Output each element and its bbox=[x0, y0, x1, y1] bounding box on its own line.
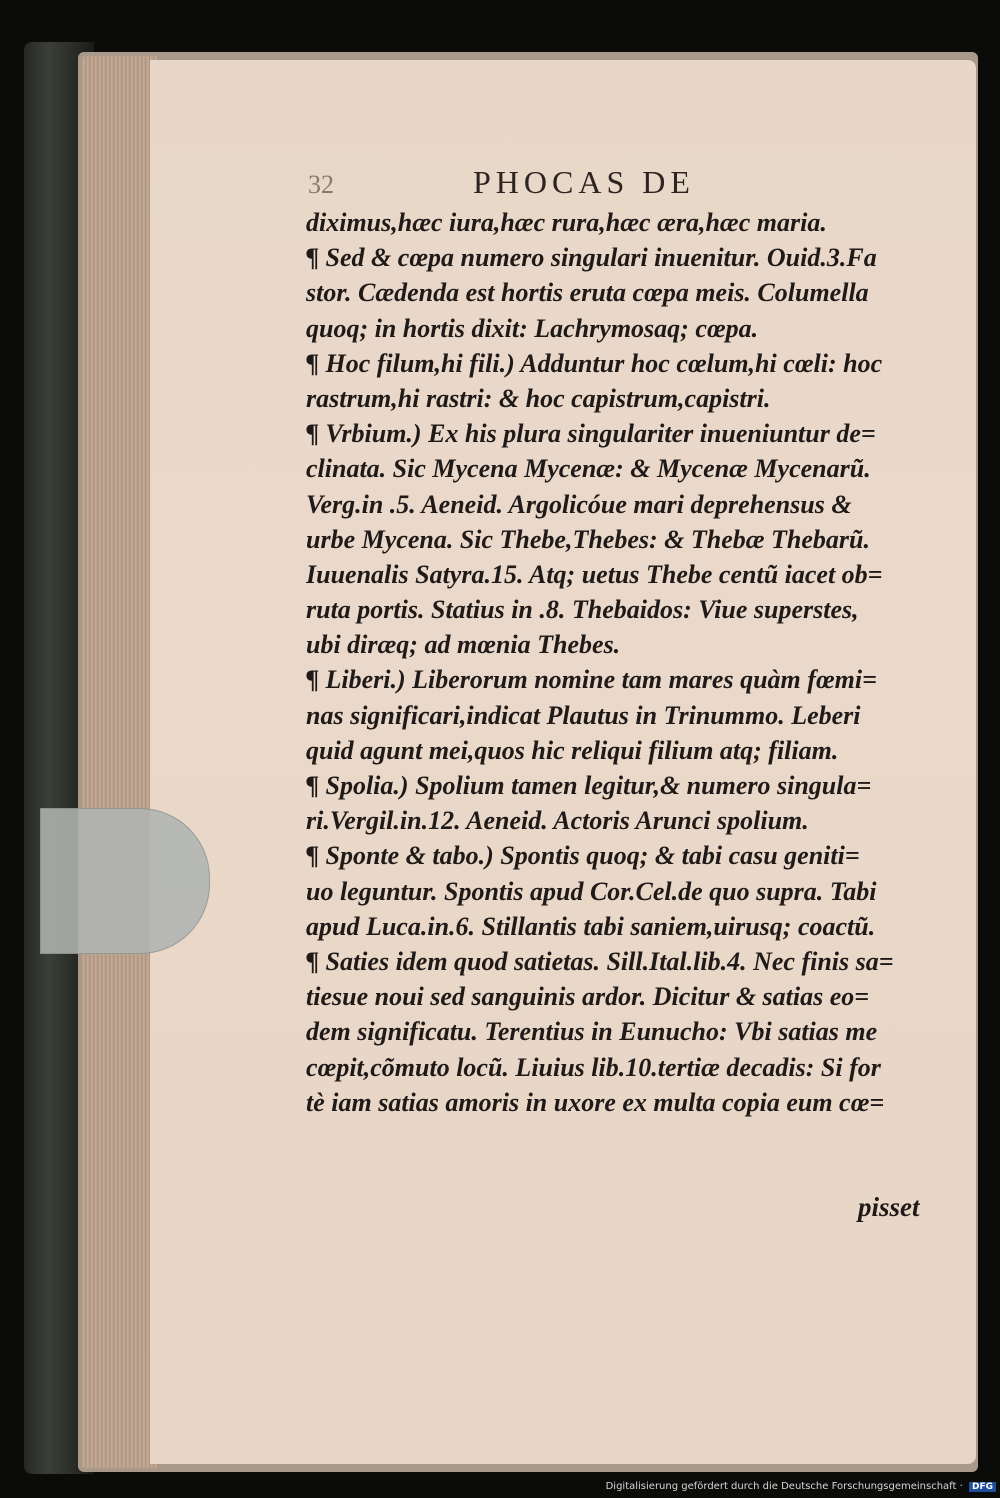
text-line: diximus,hæc iura,hæc rura,hæc æra,hæc maria. bbox=[306, 208, 827, 237]
text-line: quid agunt mei,quos hic reliqui filium atq; filiam. bbox=[306, 735, 839, 765]
text-line: urbe Mycena. Sic Thebe,Thebes: & Thebæ Thebarũ. bbox=[306, 524, 871, 554]
text-line: ¶ Liberi.) Liberorum nomine tam mares quàm fœmi= bbox=[306, 665, 877, 695]
text-line: ruta portis. Statius in .8. Thebaidos: Viue superstes, bbox=[306, 595, 859, 625]
catchword: pisset bbox=[858, 1192, 920, 1222]
text-line: ri.Vergil.in.12. Aeneid. Actoris Arunci spolium. bbox=[306, 806, 809, 836]
text-line: nas significari,indicat Plautus in Trinummo. Leberi bbox=[306, 700, 861, 730]
text-line: cœpit,cõmuto locũ. Liuius lib.10.tertiæ decadis: Si for bbox=[306, 1052, 881, 1082]
text-line: tiesue noui sed sanguinis ardor. Dicitur & satias eo= bbox=[306, 982, 870, 1012]
text-line: ¶ Vrbium.) Ex his plura singulariter inueniuntur de= bbox=[306, 419, 876, 449]
text-line: tè iam satias amoris in uxore ex multa copia eum cœ= bbox=[306, 1087, 885, 1117]
credit-text: Digitalisierung gefördert durch die Deutsche Forschungsgemeinschaft · bbox=[605, 1481, 963, 1492]
text-line: Verg.in .5. Aeneid. Argolicóue mari deprehensus & bbox=[306, 489, 852, 519]
text-line: ¶ Sed & cœpa numero singulari inuenitur. Ouid.3.Fa bbox=[306, 243, 877, 273]
text-line: rastrum,hi rastri: & hoc capistrum,capistri. bbox=[306, 383, 771, 413]
text-line: dem significatu. Terentius in Eunucho: Vbi satias me bbox=[306, 1017, 878, 1047]
text-line: ¶ Hoc filum,hi fili.) Adduntur hoc cœlum,hi cœli: hoc bbox=[306, 348, 883, 378]
text-line: ubi diræq; ad mœnia Thebes. bbox=[306, 630, 621, 660]
running-header: PHOCAS DE bbox=[473, 164, 695, 200]
page-text bbox=[306, 205, 934, 1120]
bookmark-tab bbox=[40, 808, 210, 954]
text-line: ¶ Saties idem quod satietas. Sill.Ital.lib.4. Nec finis sa= bbox=[306, 946, 894, 976]
text-line: clinata. Sic Mycena Mycenæ: & Mycenæ Mycenarũ. bbox=[306, 454, 871, 484]
text-line: apud Luca.in.6. Stillantis tabi saniem,uirusq; coactũ. bbox=[306, 911, 876, 941]
text-line: ¶ Sponte & tabo.) Spontis quoq; & tabi casu geniti= bbox=[306, 841, 860, 871]
text-line: uo leguntur. Spontis apud Cor.Cel.de quo supra. Tabi bbox=[306, 876, 877, 906]
folio-number: 32 bbox=[308, 170, 334, 199]
page-edges bbox=[82, 56, 158, 1468]
text-line: ¶ Spolia.) Spolium tamen legitur,& numero singula= bbox=[306, 771, 872, 800]
text-line: Iuuenalis Satyra.15. Atq; uetus Thebe centũ iacet ob= bbox=[306, 559, 883, 589]
dfg-logo: DFG bbox=[969, 1482, 996, 1492]
text-line: quoq; in hortis dixit: Lachrymosaq; cœpa. bbox=[306, 313, 759, 343]
text-line: stor. Cædenda est hortis eruta cœpa meis. Columella bbox=[306, 278, 869, 308]
digitization-credit bbox=[606, 1481, 996, 1492]
